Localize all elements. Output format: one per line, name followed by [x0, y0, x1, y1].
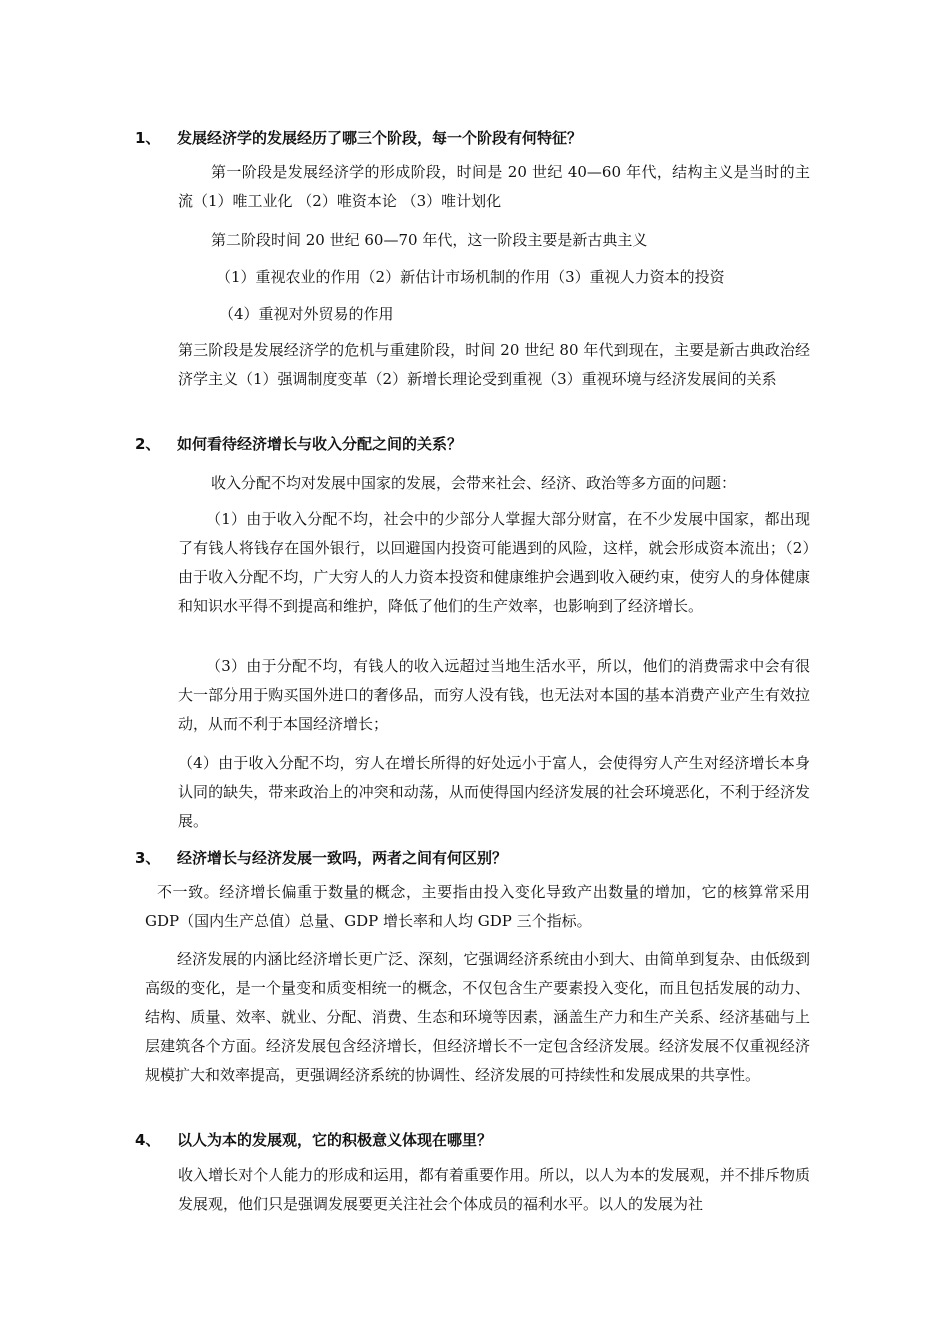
paragraph: 收入分配不均对发展中国家的发展，会带来社会、经济、政治等多方面的问题：	[211, 474, 737, 492]
paragraph: 不一致。经济增长偏重于数量的概念，主要指由投入变化导致产出数量的增加，它的核算常采用 GDP（国内生产总值）总量、GDP 增长率和人均 GDP 三个指标。	[145, 883, 810, 930]
paragraph: （3）由于分配不均，有钱人的收入远超过当地生活水平，所以，他们的消费需求中会有很大一部分用于购买国外进口的奢侈品，而穷人没有钱，也无法对本国的基本消费产业产生有效拉动，从而不利于本国经济增长；	[178, 657, 810, 733]
question-title: 如何看待经济增长与收入分配之间的关系？	[177, 435, 463, 453]
question-number: 1、	[135, 129, 161, 147]
question-2-heading	[135, 434, 815, 454]
paragraph: 第二阶段时间 20 世纪 60—70 年代，这一阶段主要是新古典主义	[211, 231, 648, 249]
paragraph: 经济发展的内涵比经济增长更广泛、深刻，它强调经济系统由小到大、由简单到复杂、由低级到高级的变化，是一个量变和质变相统一的概念，不仅包含生产要素投入变化，而且包括发展的动力、结构、质量、效率、就业、分配、消费、生态和环境等因素，涵盖生产力和生产关系、经济基础与上层建筑各个方面。经济发展包含经济增长，但经济增长不一定包含经济发展。经济发展不仅重视经济规模扩大和效率提高，更强调经济系统的协调性、经济发展的可持续性和发展成果的共享性。	[145, 950, 810, 1084]
question-3-heading	[135, 848, 815, 868]
question-number: 3、	[135, 849, 161, 867]
question-number: 2、	[135, 435, 161, 453]
question-title: 发展经济学的发展经历了哪三个阶段，每一个阶段有何特征？	[177, 129, 583, 147]
paragraph: （4）由于收入分配不均，穷人在增长所得的好处远小于富人，会使得穷人产生对经济增长本身认同的缺失，带来政治上的冲突和动荡，从而使得国内经济发展的社会环境恶化，不利于经济发展。	[178, 754, 810, 830]
paragraph: （1）由于收入分配不均，社会中的少部分人掌握大部分财富，在不少发展中国家，都出现了有钱人将钱存在国外银行，以回避国内投资可能遇到的风险，这样，就会形成资本流出；（2）由于收入分配不均，广大穷人的人力资本投资和健康维护会遇到收入硬约束，使穷人的身体健康和知识水平得不到提高和维护，降低了他们的生产效率，也影响到了经济增长。	[178, 510, 810, 615]
question-1-heading	[135, 128, 815, 148]
paragraph: 收入增长对个人能力的形成和运用，都有着重要作用。所以，以人为本的发展观，并不排斥物质发展观，他们只是强调发展要更关注社会个体成员的福利水平。以人的发展为社	[178, 1166, 810, 1213]
question-title: 经济增长与经济发展一致吗，两者之间有何区别？	[177, 849, 508, 867]
question-number: 4、	[135, 1131, 161, 1149]
question-4-heading	[135, 1130, 815, 1150]
paragraph: （1）重视农业的作用（2）新估计市场机制的作用（3）重视人力资本的投资	[216, 268, 725, 286]
paragraph: 第一阶段是发展经济学的形成阶段，时间是 20 世纪 40—60 年代，结构主义是当时的主流（1）唯工业化 （2）唯资本论 （3）唯计划化	[178, 163, 810, 210]
paragraph: （4）重视对外贸易的作用	[219, 305, 394, 323]
question-title: 以人为本的发展观，它的积极意义体现在哪里？	[177, 1131, 493, 1149]
paragraph: 第三阶段是发展经济学的危机与重建阶段，时间 20 世纪 80 年代到现在，主要是新古典政治经济学主义（1）强调制度变革（2）新增长理论受到重视（3）重视环境与经济发展间的关系	[178, 341, 810, 388]
